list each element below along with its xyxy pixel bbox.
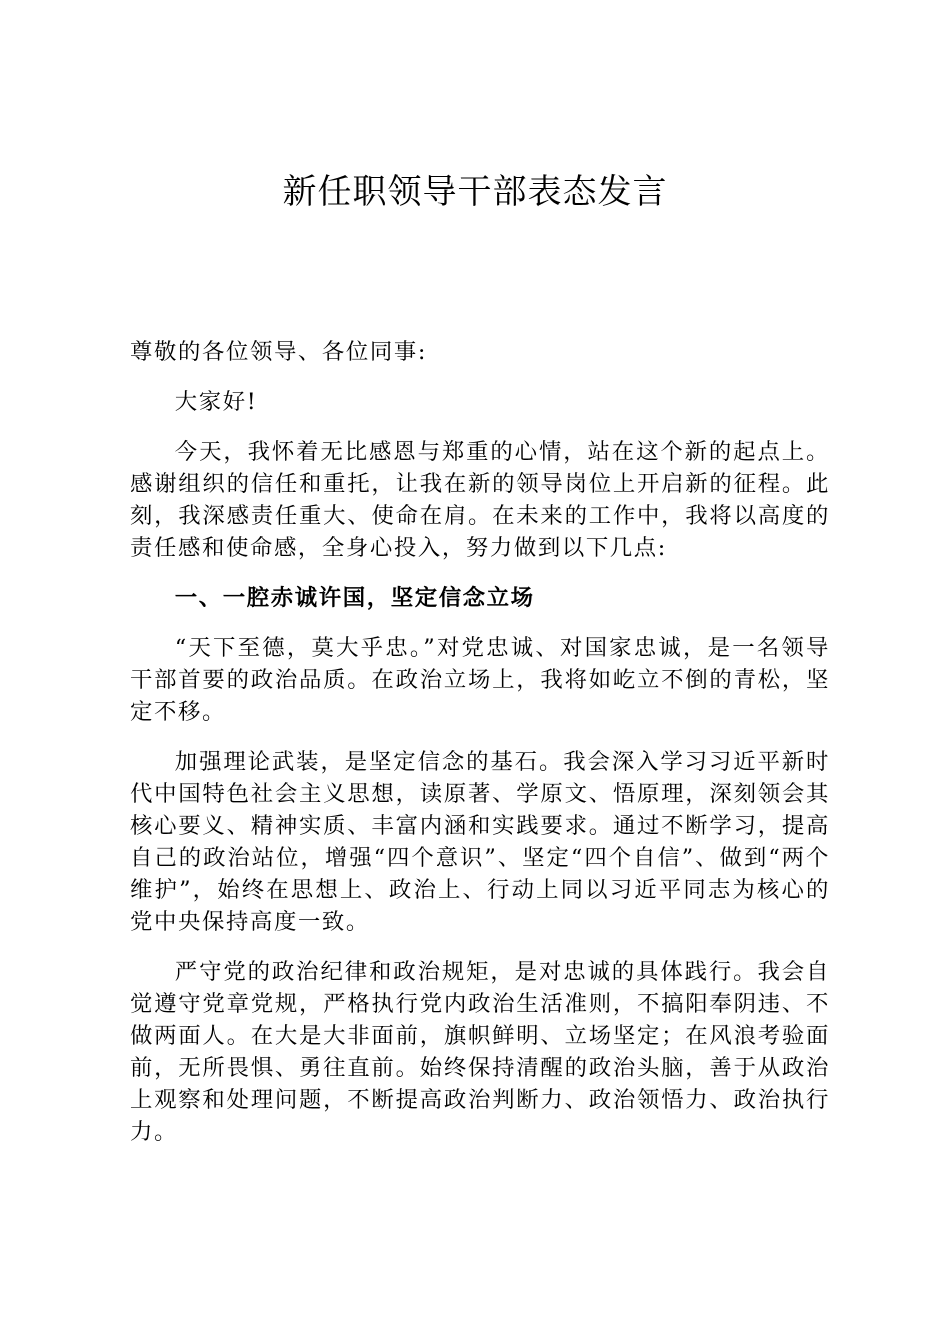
body-paragraph: 严守党的政治纪律和政治规矩，是对忠诚的具体践行。我会自觉遵守党章党规，严格执行党内政治生活准则，不搞阳奉阴违、不做两面人。在大是大非面前，旗帜鲜明、立场坚定；在风浪考验面前，无所畏惧、勇往直前。始终保持清醒的政治头脑，善于从政治上观察和处理问题，不断提高政治判断力、政治领悟力、政治执行力。 [130, 959, 830, 1145]
body-paragraph: 加强理论武装，是坚定信念的基石。我会深入学习习近平新时代中国特色社会主义思想，读原著、学原文、悟原理，深刻领会其核心要义、精神实质、丰富内涵和实践要求。通过不断学习，提高自己的政治站位，增强“四个意识”、坚定“四个自信”、做到“两个维护”，始终在思想上、政治上、行动上同以习近平同志为核心的党中央保持高度一致。 [130, 749, 830, 935]
intro-paragraph: 今天，我怀着无比感恩与郑重的心情，站在这个新的起点上。感谢组织的信任和重托，让我在新的领导岗位上开启新的征程。此刻，我深感责任重大、使命在肩。在未来的工作中，我将以高度的责任感和使命感，全身心投入，努力做到以下几点: [130, 439, 830, 561]
document-body [130, 336, 830, 1166]
document-title: 新任职领导干部表态发言 [282, 172, 668, 212]
salutation: 尊敬的各位领导、各位同事: [130, 339, 428, 365]
section-heading: 一、一腔赤诚许国，坚定信念立场 [174, 585, 535, 611]
greeting: 大家好! [174, 389, 258, 415]
body-paragraph: “天下至德，莫大乎忠。”对党忠诚、对国家忠诚，是一名领导干部首要的政治品质。在政治立场上，我将如屹立不倒的青松，坚定不移。 [130, 635, 830, 725]
